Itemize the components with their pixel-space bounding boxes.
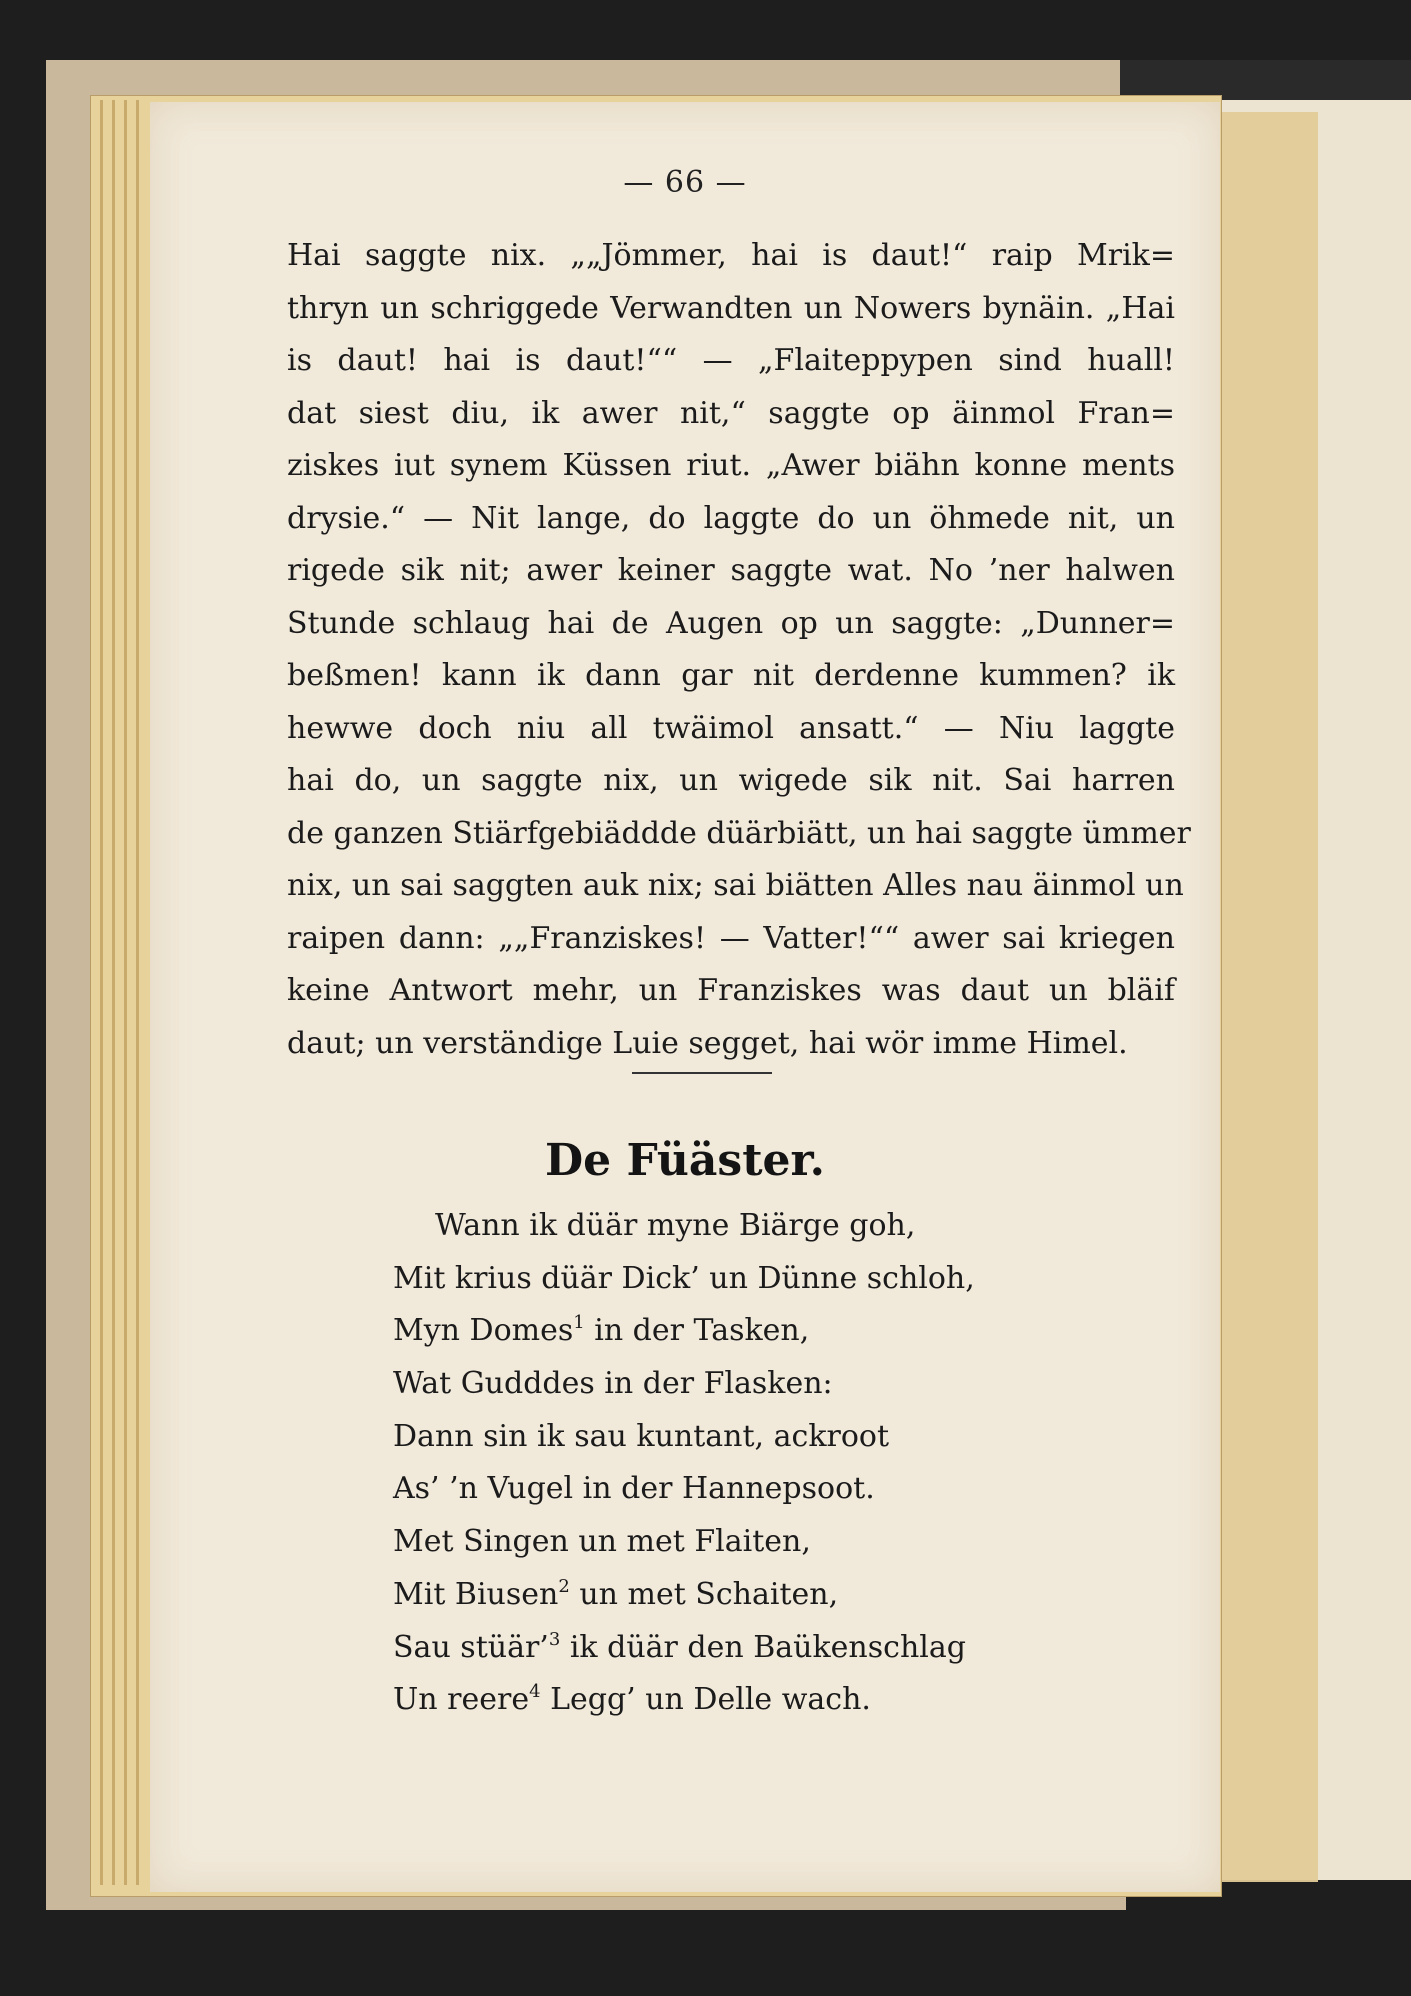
verse-text: Met Singen un met Flaiten, bbox=[393, 1524, 811, 1560]
footnote-marker: 3 bbox=[548, 1628, 561, 1650]
verse-text: in der Tasken, bbox=[584, 1313, 810, 1349]
prose-text bbox=[287, 230, 1191, 1070]
verse-text: Sau stüär’ bbox=[393, 1629, 549, 1665]
footnote-marker: 1 bbox=[573, 1312, 585, 1334]
poem-title: De Füäster. bbox=[545, 1135, 825, 1186]
verse-text: Wat Gudddes in der Flasken: bbox=[393, 1366, 833, 1402]
prose-line: rigede sik nit; awer keiner saggte wat. No ’ner halwen bbox=[287, 553, 1175, 588]
page-edge-line bbox=[112, 100, 115, 1885]
page-edge-line bbox=[100, 100, 103, 1885]
prose-line: raipen dann: „„Franziskes! — Vatter!““ awer sai kriegen bbox=[287, 920, 1175, 956]
verse-text: Un reere bbox=[393, 1682, 530, 1718]
binding-cloth bbox=[1120, 60, 1411, 100]
prose-line: hai do, un saggte nix, un wigede sik nit. Sai harren bbox=[287, 763, 1175, 798]
verse-text: Legg’ un Delle wach. bbox=[540, 1682, 871, 1718]
page-number: — 66 — bbox=[623, 165, 747, 200]
poem-verses bbox=[393, 1200, 1093, 1727]
footnote-marker: 4 bbox=[529, 1681, 541, 1703]
verse-text: Myn Domes bbox=[393, 1313, 574, 1349]
prose-line: keine Antwort mehr, un Franziskes was daut un bläif bbox=[287, 973, 1175, 1008]
prose-line: nix, un sai saggten auk nix; sai biätten Alles nau äinmol un bbox=[287, 868, 1184, 903]
gutter-tape bbox=[1222, 112, 1318, 1882]
prose-line: de ganzen Stiärfgebiäddde düärbiätt, un hai saggte ümmer bbox=[287, 815, 1191, 851]
prose-line: drysie.“ — Nit lange, do laggte do un öhmede nit, un bbox=[287, 500, 1175, 536]
verse-text: Mit krius düär Dick’ un Dünne schloh, bbox=[393, 1260, 975, 1296]
verse-text: Mit Biusen bbox=[393, 1576, 559, 1612]
poem-verse bbox=[393, 1305, 1093, 1358]
verse-text: Wann ik düär myne Biärge goh, bbox=[435, 1208, 916, 1243]
poem-verse bbox=[393, 1463, 1093, 1516]
poem-verse bbox=[393, 1411, 1093, 1464]
page-edge-line bbox=[124, 100, 127, 1885]
section-divider bbox=[632, 1072, 772, 1074]
poem-verse bbox=[393, 1358, 1093, 1411]
prose-line: ziskes iut synem Küssen riut. „Awer biähn konne ments bbox=[287, 448, 1175, 483]
footnote-marker: 2 bbox=[558, 1575, 570, 1597]
prose-line: daut; un verständige Luie segget, hai wör imme Himel. bbox=[287, 1025, 1128, 1061]
page-edge-line bbox=[136, 100, 139, 1885]
verse-text: un met Schaiten, bbox=[569, 1576, 839, 1612]
prose-line: Stunde schlaug hai de Augen op un saggte: „Dunner= bbox=[287, 605, 1175, 641]
prose-line: beßmen! kann ik dann gar nit derdenne kummen? ik bbox=[287, 658, 1175, 693]
verse-text: As’ ’n Vugel in der Hannepsoot. bbox=[393, 1471, 875, 1507]
poem-verse bbox=[393, 1674, 1093, 1727]
poem-verse bbox=[393, 1200, 1093, 1253]
poem-verse bbox=[393, 1516, 1093, 1569]
prose-line: dat siest diu, ik awer nit,“ saggte op äinmol Fran= bbox=[287, 395, 1175, 431]
prose-line: thryn un schriggede Verwandten un Nowers bynäin. „Hai bbox=[287, 290, 1175, 326]
prose-line: hewwe doch niu all twäimol ansatt.“ — Niu laggte bbox=[287, 710, 1175, 746]
poem-verse bbox=[393, 1253, 1093, 1306]
poem-verse bbox=[393, 1622, 1093, 1675]
verse-text: Dann sin ik sau kuntant, ackroot bbox=[393, 1418, 890, 1454]
prose-line: is daut! hai is daut!““ — „Flaiteppypen sind huall! bbox=[287, 343, 1175, 378]
verse-text: ik düär den Baükenschlag bbox=[560, 1629, 966, 1665]
poem-verse bbox=[393, 1569, 1093, 1622]
prose-line: Hai saggte nix. „„Jömmer, hai is daut!“ raip Mrik= bbox=[287, 238, 1175, 273]
